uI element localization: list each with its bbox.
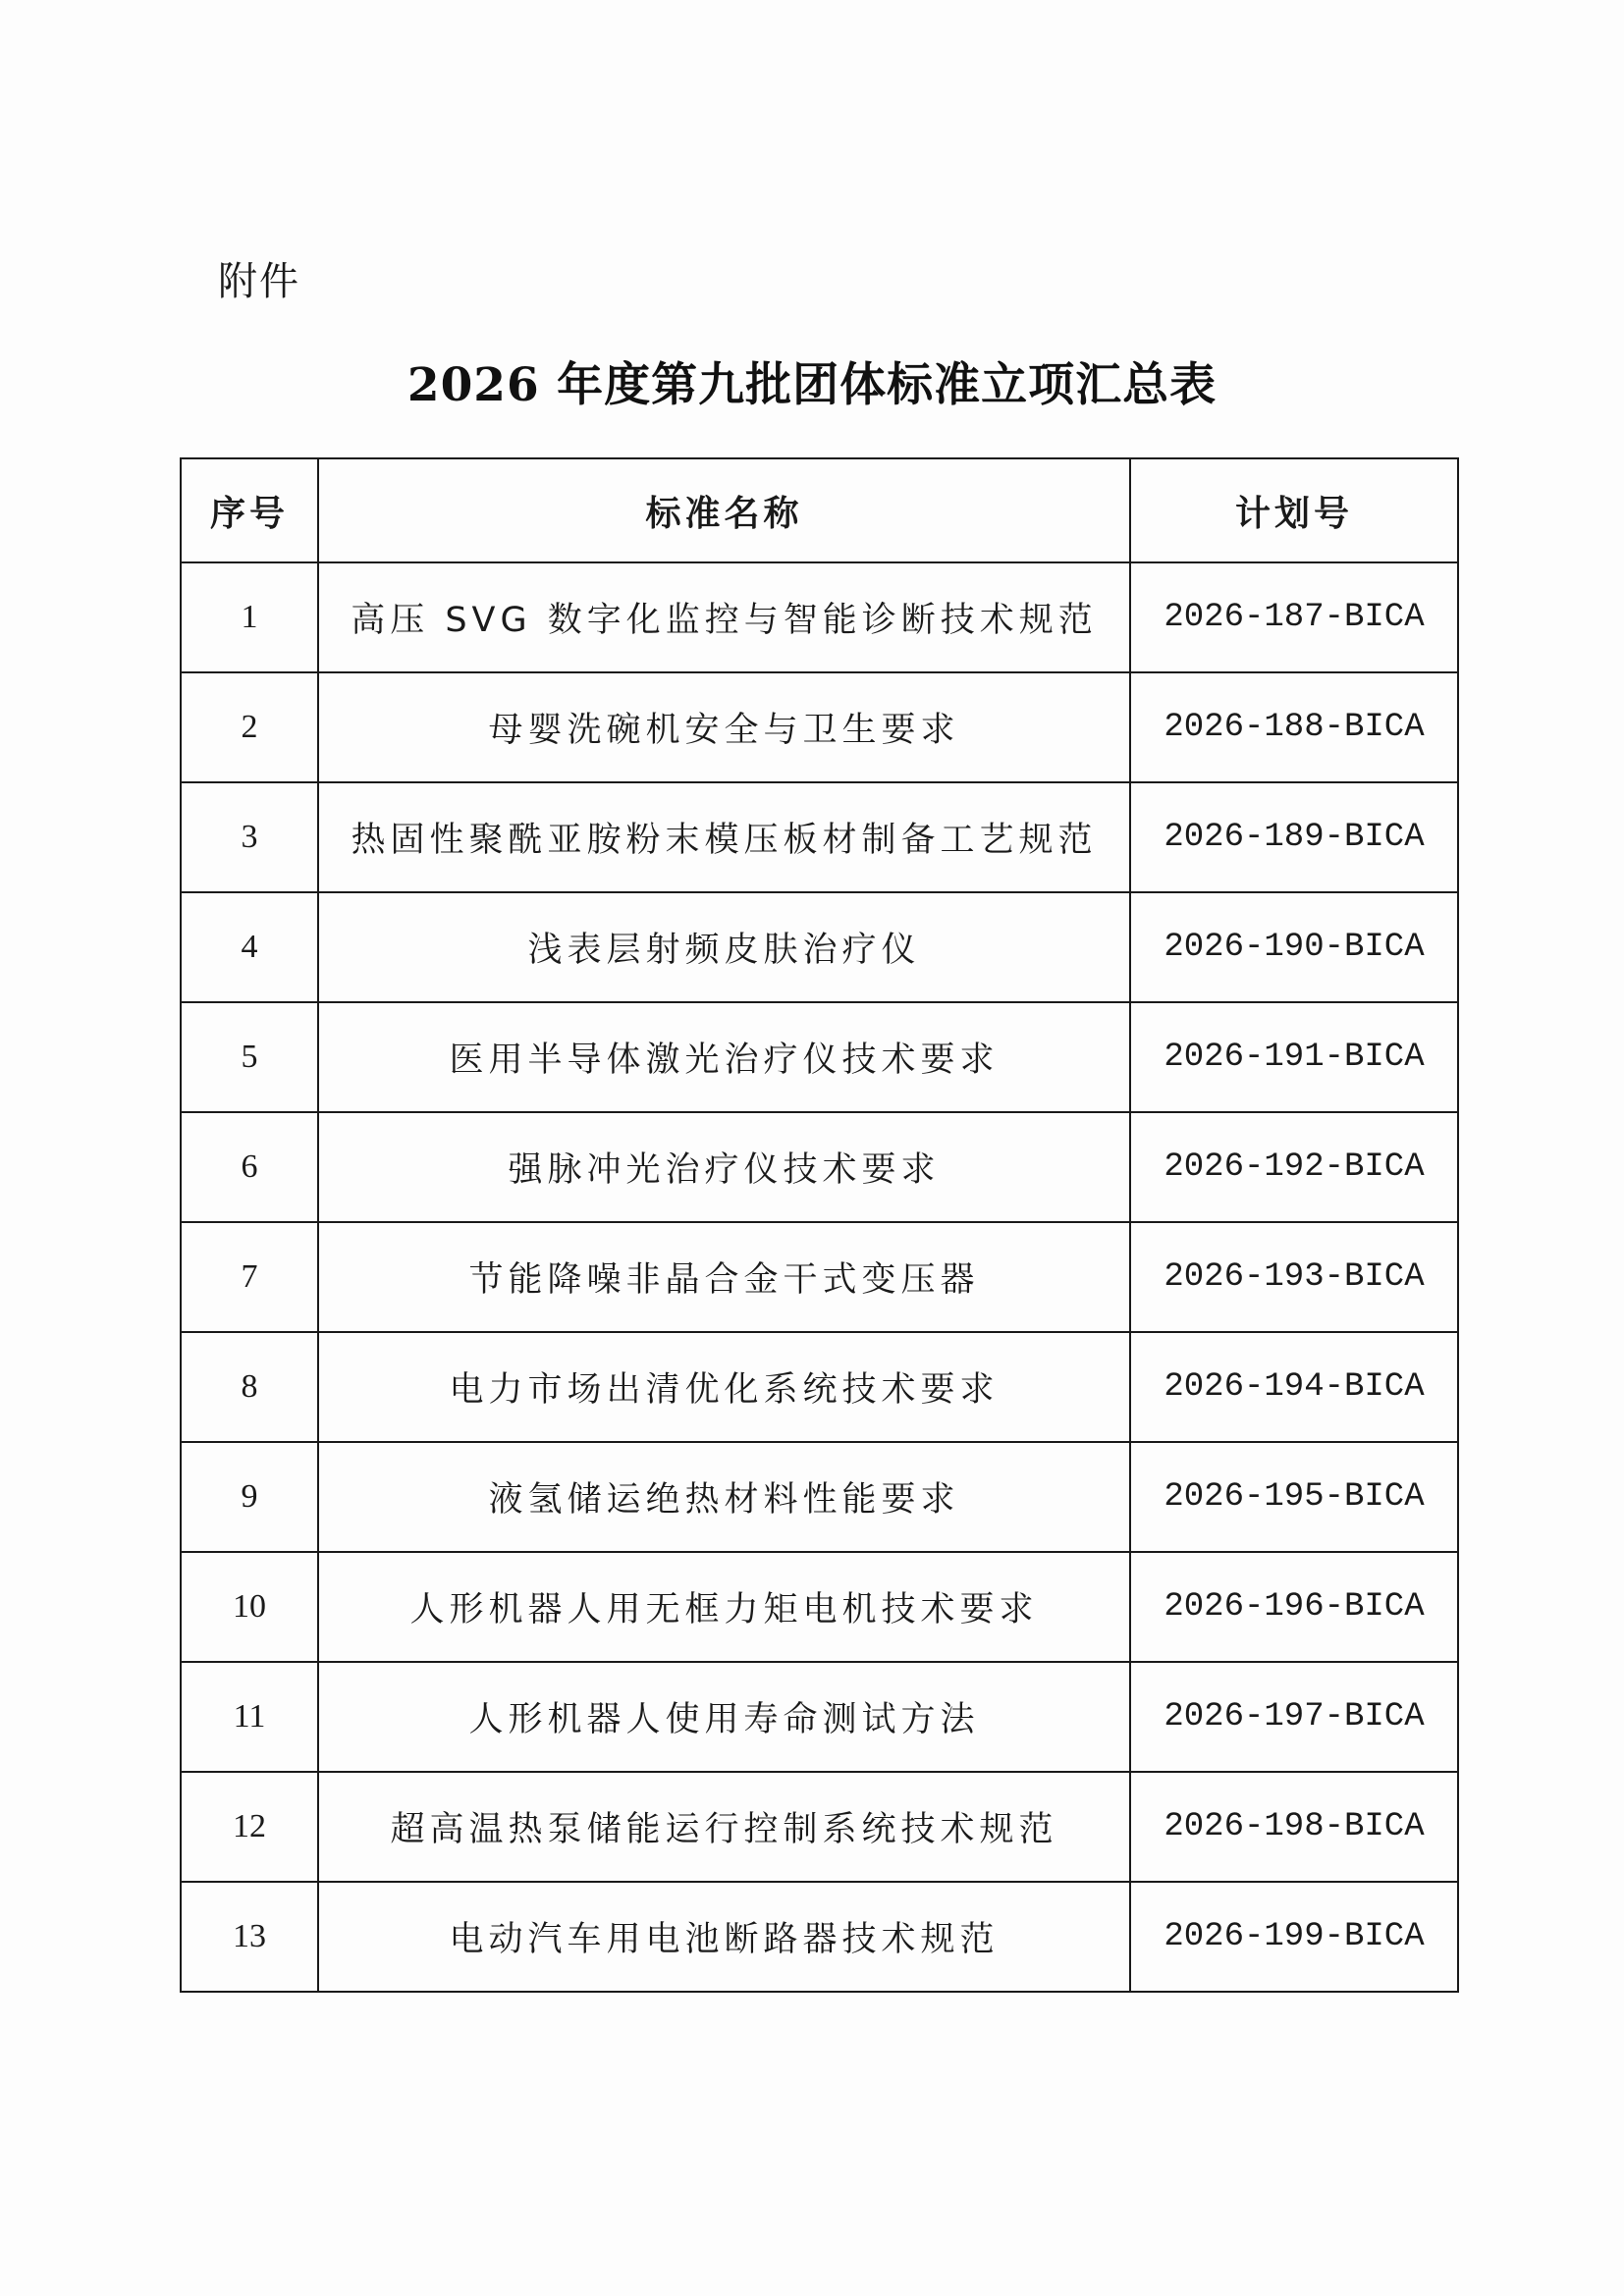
standard-name-cell: 高压 SVG 数字化监控与智能诊断技术规范 <box>318 562 1130 672</box>
standard-name-cell: 热固性聚酰亚胺粉末模压板材制备工艺规范 <box>318 782 1130 892</box>
table-row <box>181 1442 1458 1552</box>
standard-name-cell: 母婴洗碗机安全与卫生要求 <box>318 672 1130 782</box>
plan-number-cell: 2026-190-BICA <box>1130 892 1458 1002</box>
plan-number-cell: 2026-198-BICA <box>1130 1772 1458 1882</box>
table-row <box>181 1222 1458 1332</box>
serial-number-cell: 12 <box>181 1772 318 1882</box>
serial-number-cell: 6 <box>181 1112 318 1222</box>
plan-number-cell: 2026-191-BICA <box>1130 1002 1458 1112</box>
standard-name-cell: 电力市场出清优化系统技术要求 <box>318 1332 1130 1442</box>
table-row <box>181 1002 1458 1112</box>
table-row <box>181 672 1458 782</box>
table-row <box>181 1552 1458 1662</box>
header-plan-number: 计划号 <box>1130 458 1458 562</box>
table-row <box>181 562 1458 672</box>
plan-number-cell: 2026-196-BICA <box>1130 1552 1458 1662</box>
serial-number-cell: 4 <box>181 892 318 1002</box>
plan-number-cell: 2026-197-BICA <box>1130 1662 1458 1772</box>
serial-number-cell: 5 <box>181 1002 318 1112</box>
table-row <box>181 1112 1458 1222</box>
serial-number-cell: 3 <box>181 782 318 892</box>
document-title: 2026 年度第九批团体标准立项汇总表 <box>406 358 1218 412</box>
serial-number-cell: 8 <box>181 1332 318 1442</box>
plan-number-cell: 2026-188-BICA <box>1130 672 1458 782</box>
standard-name-cell: 超高温热泵储能运行控制系统技术规范 <box>318 1772 1130 1882</box>
standard-name-cell: 强脉冲光治疗仪技术要求 <box>318 1112 1130 1222</box>
plan-number-cell: 2026-199-BICA <box>1130 1882 1458 1992</box>
serial-number-cell: 2 <box>181 672 318 782</box>
standard-name-cell: 人形机器人使用寿命测试方法 <box>318 1662 1130 1772</box>
serial-number-cell: 13 <box>181 1882 318 1992</box>
table-row <box>181 1662 1458 1772</box>
standards-summary-table <box>180 457 1459 1993</box>
standard-name-cell: 电动汽车用电池断路器技术规范 <box>318 1882 1130 1992</box>
plan-number-cell: 2026-193-BICA <box>1130 1222 1458 1332</box>
serial-number-cell: 11 <box>181 1662 318 1772</box>
standard-name-cell: 人形机器人用无框力矩电机技术要求 <box>318 1552 1130 1662</box>
table-header-row <box>181 458 1458 562</box>
table-row <box>181 1772 1458 1882</box>
standard-name-cell: 液氢储运绝热材料性能要求 <box>318 1442 1130 1552</box>
header-serial-number: 序号 <box>181 458 318 562</box>
table-row <box>181 1332 1458 1442</box>
table-row <box>181 1882 1458 1992</box>
standard-name-cell: 医用半导体激光治疗仪技术要求 <box>318 1002 1130 1112</box>
serial-number-cell: 10 <box>181 1552 318 1662</box>
standard-name-cell: 浅表层射频皮肤治疗仪 <box>318 892 1130 1002</box>
plan-number-cell: 2026-187-BICA <box>1130 562 1458 672</box>
table-row <box>181 782 1458 892</box>
plan-number-cell: 2026-194-BICA <box>1130 1332 1458 1442</box>
serial-number-cell: 9 <box>181 1442 318 1552</box>
plan-number-cell: 2026-192-BICA <box>1130 1112 1458 1222</box>
serial-number-cell: 7 <box>181 1222 318 1332</box>
serial-number-cell: 1 <box>181 562 318 672</box>
header-standard-name: 标准名称 <box>318 458 1130 562</box>
standard-name-cell: 节能降噪非晶合金干式变压器 <box>318 1222 1130 1332</box>
plan-number-cell: 2026-189-BICA <box>1130 782 1458 892</box>
table-row <box>181 892 1458 1002</box>
plan-number-cell: 2026-195-BICA <box>1130 1442 1458 1552</box>
attachment-label: 附件 <box>218 259 300 304</box>
